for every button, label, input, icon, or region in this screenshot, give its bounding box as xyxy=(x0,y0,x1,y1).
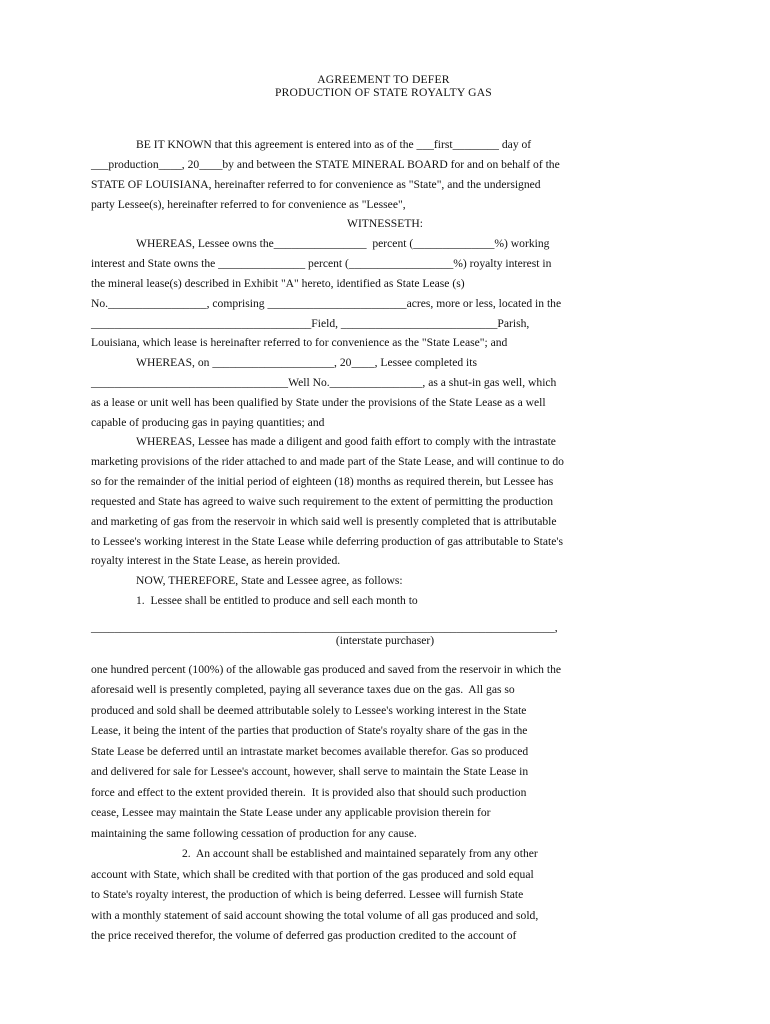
text-line: ______________________________________Field, ___________________________Parish, xyxy=(91,317,530,330)
text-line: State Lease be deferred until an intrastate market becomes available therefor. Gas so produced xyxy=(91,745,529,758)
text-line: 1. Lessee shall be entitled to produce and sell each month to xyxy=(136,594,418,607)
text-line: as a lease or unit well has been qualified by State under the provisions of the State Lease as a well xyxy=(91,396,546,409)
text-line: marketing provisions of the rider attached to and made part of the State Lease, and will continue to do xyxy=(91,455,564,468)
text-line: and marketing of gas from the reservoir in which said well is presently completed that is attributable xyxy=(91,515,557,528)
text-line: Lease, it being the intent of the parties that production of State's royalty share of the gas in the xyxy=(91,724,528,737)
text-line: STATE OF LOUISIANA, hereinafter referred to for convenience as "State", and the undersigned xyxy=(91,178,541,191)
text-line: to Lessee's working interest in the State Lease while deferring production of gas attributable to State's xyxy=(91,535,563,548)
document-title-line-2: PRODUCTION OF STATE ROYALTY GAS xyxy=(274,86,496,99)
text-line: BE IT KNOWN that this agreement is entered into as of the ___first________ day of xyxy=(136,138,532,151)
section-heading: WITNESSETH: xyxy=(347,217,423,230)
text-line: ___production____, 20____by and between the STATE MINERAL BOARD for and on behalf of the xyxy=(91,158,560,171)
text-line: produced and sold shall be deemed attributable solely to Lessee's working interest in the State xyxy=(91,704,527,717)
text-line: to State's royalty interest, the production of which is being deferred. Lessee will furnish State xyxy=(91,888,524,901)
text-line: No._________________, comprising ________________________acres, more or less, located in the xyxy=(91,297,562,310)
text-line: WHEREAS, Lessee has made a diligent and good faith effort to comply with the intrastate xyxy=(136,435,556,448)
text-line: royalty interest in the State Lease, as herein provided. xyxy=(91,554,341,567)
text-line: 2. An account shall be established and maintained separately from any other xyxy=(182,847,538,860)
text-line: __________________________________Well No.________________, as a shut-in gas well, which xyxy=(91,376,557,389)
text-line: cease, Lessee may maintain the State Lease under any applicable provision therein for xyxy=(91,806,491,819)
purchaser-blank-line: ________________________________________________________________________________, xyxy=(91,621,558,634)
text-line: WHEREAS, Lessee owns the________________ percent (______________%) working xyxy=(136,237,550,250)
text-line: force and effect to the extent provided therein. It is provided also that should such production xyxy=(91,786,527,799)
text-line: interest and State owns the _______________ percent (__________________%) royalty interest in xyxy=(91,257,552,270)
text-line: WHEREAS, on _____________________, 20____, Lessee completed its xyxy=(136,356,478,369)
text-line: the mineral lease(s) described in Exhibit "A" hereto, identified as State Lease (s) xyxy=(91,277,465,290)
text-line: with a monthly statement of said account showing the total volume of all gas produced and sold, xyxy=(91,909,539,922)
text-line: one hundred percent (100%) of the allowable gas produced and saved from the reservoir in which the xyxy=(91,663,562,676)
text-line: party Lessee(s), hereinafter referred to for convenience as "Lessee", xyxy=(91,198,406,211)
text-line: requested and State has agreed to waive such requirement to the extent of permitting the production xyxy=(91,495,553,508)
text-line: account with State, which shall be credited with that portion of the gas produced and sold equal xyxy=(91,868,534,881)
text-line: the price received therefor, the volume of deferred gas production credited to the account of xyxy=(91,929,517,942)
text-line: Louisiana, which lease is hereinafter referred to for convenience as the "State Lease"; and xyxy=(91,336,508,349)
text-line: so for the remainder of the initial period of eighteen (18) months as required therein, but Lessee has xyxy=(91,475,554,488)
document-title-line-1: AGREEMENT TO DEFER xyxy=(317,73,453,86)
purchaser-caption: (interstate purchaser) xyxy=(335,634,435,647)
text-line: and delivered for sale for Lessee's account, however, shall serve to maintain the State Lease in xyxy=(91,765,529,778)
text-line: capable of producing gas in paying quantities; and xyxy=(91,416,325,429)
text-line: aforesaid well is presently completed, paying all severance taxes due on the gas. All gas so xyxy=(91,683,515,696)
text-line: maintaining the same following cessation of production for any cause. xyxy=(91,827,417,840)
text-line: NOW, THEREFORE, State and Lessee agree, as follows: xyxy=(136,574,403,587)
